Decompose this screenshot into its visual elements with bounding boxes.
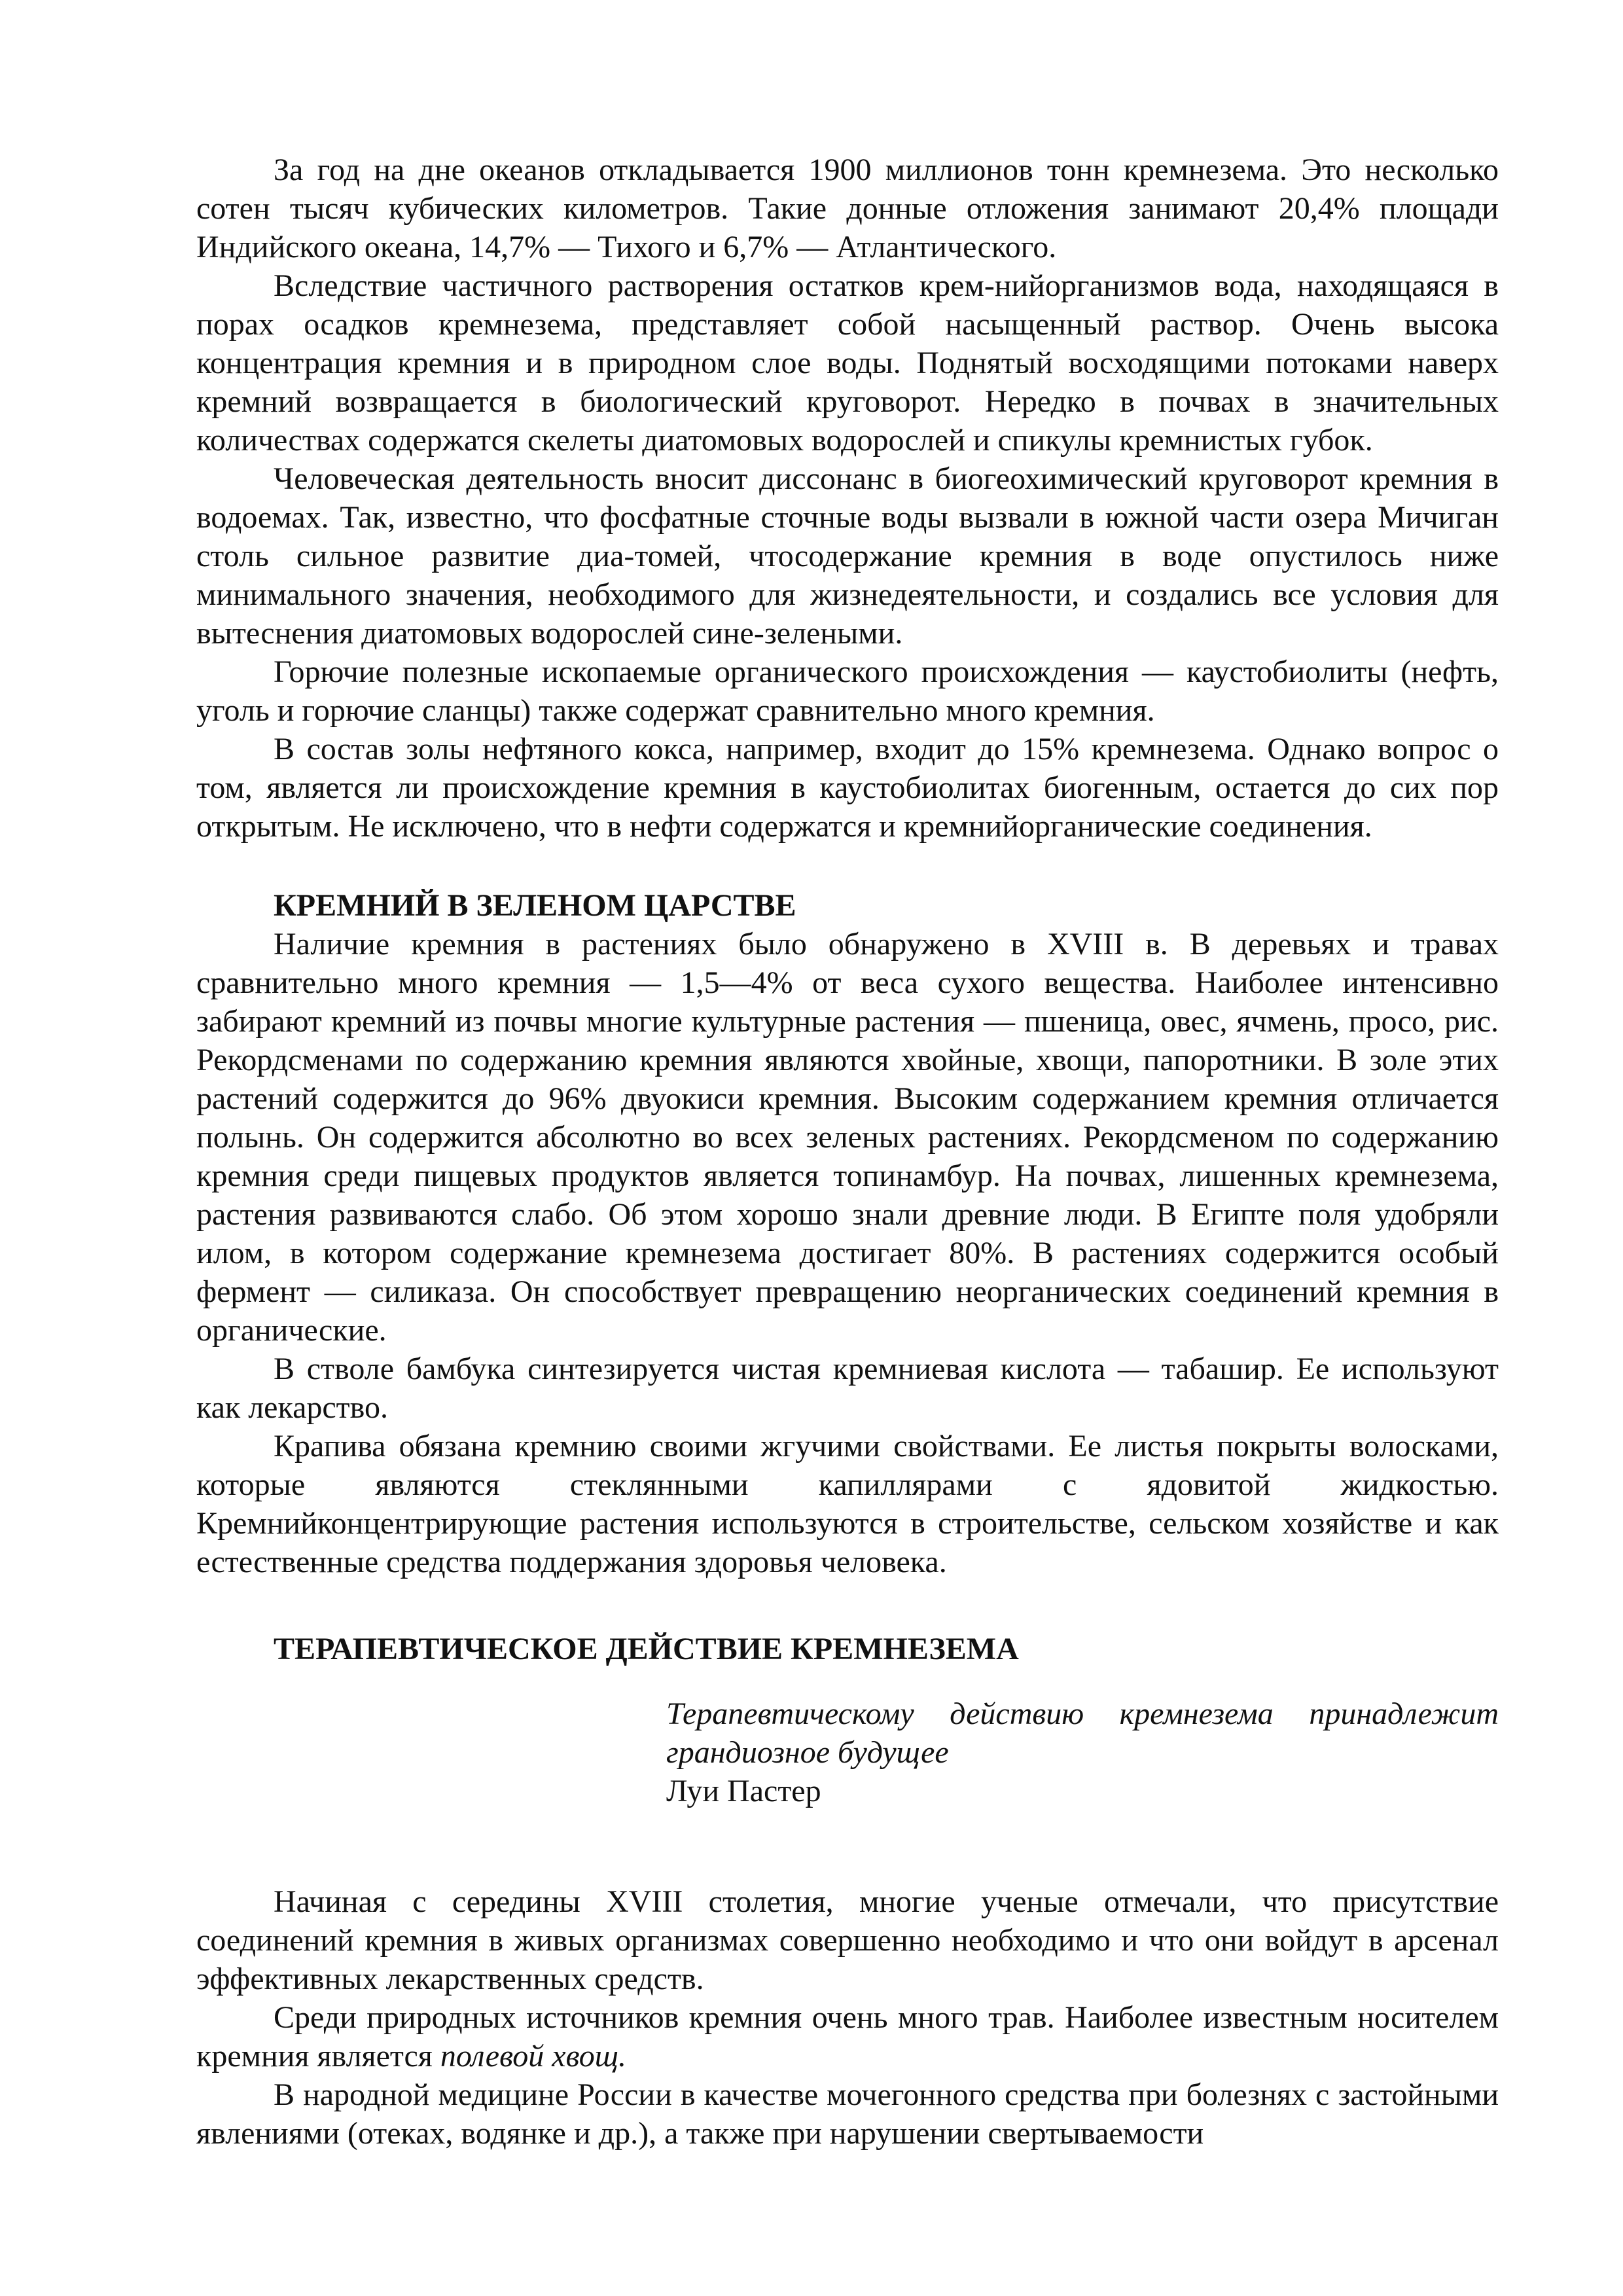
- section-spacer: [196, 1581, 1499, 1630]
- paragraph-ocean-deposits: За год на дне океанов откладывается 1900 миллионов тонн кремнезема. Это несколько сотен тысяч кубических километров. Такие донные отложения занимают 20,4% площади Индийского океана, 14,7% — Тихого и 6,7% — Атлантического.: [196, 152, 1499, 264]
- epigraph-quote: Терапевтическому действию кремнезема принадлежит грандиозное будущее: [666, 1696, 1499, 1770]
- paragraph-human-activity: Человеческая деятельность вносит диссонанс в биогеохимический круговорот кремния в водоемах. Так, известно, что фосфатные сточные воды вызвали в южной части озера Мичиган столь сильное развитие диа-томей, чтосодержание кремния в воде опустилось ниже минимального значения, необходимого для жизнедеятельности, и создались все условия для вытеснения диатомовых водорослей сине-зелеными.: [196, 461, 1499, 651]
- document-page: [196, 151, 1499, 2153]
- paragraph-bamboo: В стволе бамбука синтезируется чистая кремниевая кислота — табашир. Ее используют как лекарство.: [196, 1352, 1499, 1425]
- epigraph-author: Луи Пастер: [666, 1774, 821, 1808]
- paragraph-silicon-in-plants: Наличие кремния в растениях было обнаружено в XVIII в. В деревьях и травах сравнительно много кремния — 1,5—4% от веса сухого вещества. Наиболее интенсивно забирают кремний из почвы многие культурные растения — пшеница, овес, ячмень, просо, рис. Рекордсменами по содержанию кремния являются хвойные, хвощи, папоротники. В золе этих растений содержится до 96% двуокиси кремния. Высоким содержанием кремния отличается полынь. Он содержится абсолютно во всех зеленых растениях. Рекордсменом по содержанию кремния среди пищевых продуктов является топинамбур. На почвах, лишенных кремнезема, растения развиваются слабо. Об этом хорошо знали древние люди. В Египте поля удобряли илом, в котором содержание кремнезема достигает 80%. В растениях содержится особый фермент — силиказа. Он способствует превращению неорганических соединений кремния в органические.: [196, 927, 1499, 1348]
- paragraph-herbs-emphasis: полевой хвощ.: [440, 2039, 627, 2073]
- paragraph-herbs: [196, 1998, 1499, 2075]
- paragraph-herbs-text: Среди природных источников кремния очень много трав. Наиболее известным носителем кремния является: [196, 2000, 1499, 2073]
- epigraph: [666, 1695, 1499, 1810]
- paragraph-pore-water: Вследствие частичного растворения остатков крем-нийорганизмов вода, находящаяся в порах осадков кремнезема, представляет собой насыщенный раствор. Очень высока концентрация кремния и в природном слое воды. Поднятый восходящими потоками наверх кремний возвращается в биологический круговорот. Нередко в почвах в значительных количествах содержатся скелеты диатомовых водорослей и спикулы кремнистых губок.: [196, 268, 1499, 457]
- paragraph-eighteenth-century: Начиная с середины XVIII столетия, многие ученые отмечали, что присутствие соединений кремния в живых организмах совершенно необходимо и что они войдут в арсенал эффективных лекарственных средств.: [196, 1884, 1499, 1996]
- paragraph-nettle: Крапива обязана кремнию своими жгучими свойствами. Ее листья покрыты волосками, которые являются стеклянными капиллярами с ядовитой жидкостью. Кремнийконцентрирующие растения используются в строительстве, сельском хозяйстве и как естественные средства поддержания здоровья человека.: [196, 1429, 1499, 1579]
- paragraph-folk-medicine: В народной медицине России в качестве мочегонного средства при болезнях с застойными явлениями (отеках, водянке и др.), а также при нарушении свертываемости: [196, 2077, 1499, 2151]
- section-heading-therapeutic: ТЕРАПЕВТИЧЕСКОЕ ДЕЙСТВИЕ КРЕМНЕЗЕМА: [274, 1632, 1019, 1666]
- paragraph-petroleum-coke: В состав золы нефтяного кокса, например, входит до 15% кремнезема. Однако вопрос о том, является ли происхождение кремния в каустобиолитах биогенным, остается до сих пор открытым. Не исключено, что в нефти содержатся и кремнийорганические соединения.: [196, 732, 1499, 844]
- paragraph-fossil-fuels: Горючие полезные ископаемые органического происхождения — каустобиолиты (нефть, уголь и горючие сланцы) также содержат сравнительно много кремния.: [196, 655, 1499, 728]
- section-spacer: [196, 846, 1499, 886]
- section-spacer: [196, 1810, 1499, 1882]
- section-heading-green-kingdom: КРЕМНИЙ В ЗЕЛЕНОМ ЦАРСТВЕ: [274, 888, 796, 923]
